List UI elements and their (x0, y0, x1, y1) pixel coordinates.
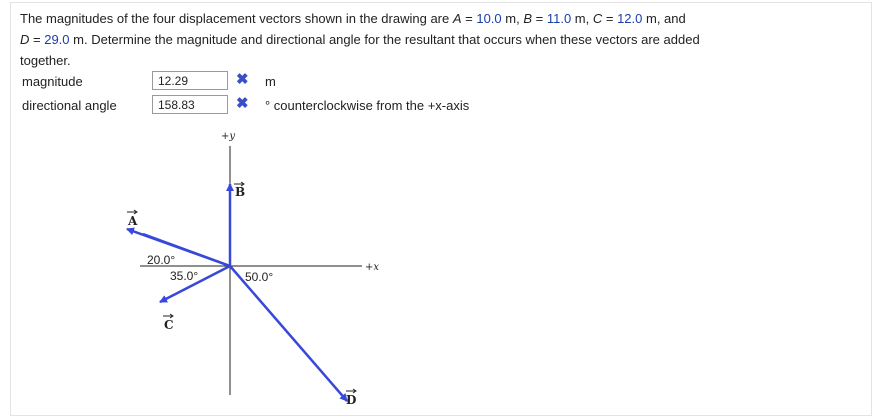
magnitude-unit: m (265, 74, 276, 89)
x-mark-icon: ✖ (236, 95, 249, 112)
angle-a-label: 20.0° (147, 253, 176, 267)
label-b (234, 182, 245, 199)
vector-d (230, 266, 347, 401)
equals: = (29, 32, 45, 47)
svg-text:D: D (346, 393, 357, 407)
equals: = (532, 11, 547, 26)
magnitude-input[interactable]: 12.29 (152, 71, 228, 90)
svg-text:C: C (164, 318, 174, 332)
unit-c: m, and (642, 11, 686, 26)
direction-input[interactable]: 158.83 (152, 95, 228, 114)
svg-text:B: B (235, 185, 246, 199)
unit-a: m, (501, 11, 524, 26)
problem-line-3: together. (20, 53, 71, 68)
value-b: 11.0 (546, 11, 572, 26)
angle-c-label: 35.0° (170, 269, 199, 283)
label-d (346, 389, 356, 407)
magnitude-label: magnitude (22, 74, 83, 89)
var-c: C (592, 11, 603, 26)
label-c (163, 314, 174, 332)
x-mark-icon: ✖ (236, 71, 249, 88)
equals: = (461, 11, 477, 26)
var-d: D (20, 32, 30, 47)
x-axis-label: +x (365, 262, 380, 273)
value-a: 10.0 (476, 11, 502, 26)
svg-text:A: A (128, 214, 138, 228)
label-a (127, 210, 138, 228)
direction-label: directional angle (22, 98, 117, 113)
var-a: A (452, 11, 462, 26)
angle-d-label: 50.0° (245, 270, 274, 284)
var-b: B (523, 11, 533, 26)
value-c: 12.0 (617, 11, 643, 26)
equals: = (602, 11, 618, 26)
y-axis-label: +y (221, 131, 236, 142)
problem-text: The magnitudes of the four displacement vectors shown in the drawing are (20, 11, 453, 26)
problem-text-2: m. Determine the magnitude and directional angle for the resultant that occurs when these vectors are added (69, 32, 700, 47)
direction-unit: ° counterclockwise from the +x-axis (265, 98, 470, 113)
unit-b: m, (571, 11, 593, 26)
value-d: 29.0 (44, 32, 70, 47)
